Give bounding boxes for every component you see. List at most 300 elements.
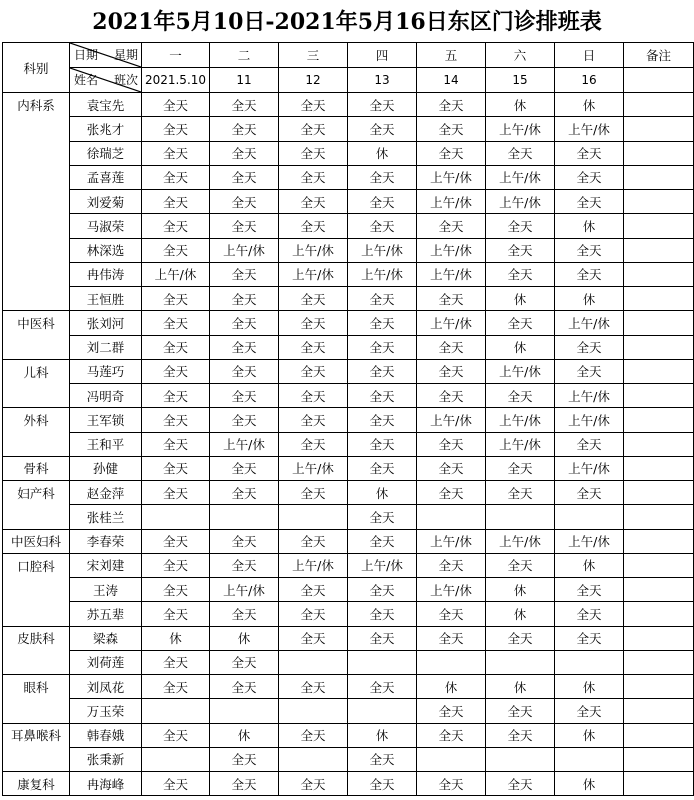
dept-cell: 康复科 [3,772,70,796]
shift-cell: 全天 [142,553,210,577]
shift-cell: 全天 [486,141,555,165]
dept-header: 科别 [3,43,70,93]
dept-cell [3,505,70,529]
remark-cell [624,384,694,408]
shift-cell: 全天 [417,553,486,577]
shift-cell: 全天 [417,335,486,359]
shift-cell: 上午/休 [348,553,417,577]
dept-cell: 眼科 [3,675,70,699]
remark-cell [624,238,694,262]
shift-cell [279,699,348,723]
shift-cell: 全天 [210,408,279,432]
weekday-cell: 六 [486,43,555,68]
remark-cell [624,675,694,699]
shift-cell: 上午/休 [486,359,555,383]
shift-cell: 全天 [142,384,210,408]
dept-cell [3,335,70,359]
weekday-cell: 五 [417,43,486,68]
shift-cell: 休 [486,93,555,117]
shift-cell: 全天 [142,165,210,189]
dept-cell: 骨科 [3,456,70,480]
table-row [3,772,694,796]
shift-cell: 全天 [142,578,210,602]
remark-cell [624,772,694,796]
shift-cell: 全天 [555,481,624,505]
shift-cell: 休 [348,481,417,505]
remark-cell [624,335,694,359]
table-row [3,287,694,311]
shift-cell: 全天 [210,165,279,189]
shift-cell: 上午/休 [555,408,624,432]
date-week-corner [70,43,142,68]
doctor-name: 张秉新 [70,747,142,771]
shift-cell: 全天 [142,141,210,165]
remark-cell [624,262,694,286]
dept-cell [3,747,70,771]
shift-cell: 上午/休 [279,456,348,480]
shift-cell: 全天 [210,287,279,311]
shift-cell [142,699,210,723]
doctor-name: 孙健 [70,456,142,480]
shift-cell [279,747,348,771]
doctor-name: 冉伟涛 [70,262,142,286]
shift-cell: 全天 [555,626,624,650]
schedule-table [2,42,694,796]
shift-cell: 全天 [142,335,210,359]
shift-cell: 全天 [279,481,348,505]
shift-cell: 休 [486,335,555,359]
shift-cell: 全天 [279,311,348,335]
shift-cell: 全天 [279,432,348,456]
remark-header: 备注 [624,43,694,68]
doctor-name: 刘凤花 [70,675,142,699]
shift-cell [555,505,624,529]
shift-cell [486,505,555,529]
shift-cell: 休 [486,675,555,699]
shift-cell: 全天 [417,456,486,480]
shift-cell: 全天 [348,602,417,626]
shift-cell: 全天 [142,675,210,699]
doctor-name: 冯明奇 [70,384,142,408]
shift-cell: 上午/休 [486,117,555,141]
shift-cell: 全天 [210,602,279,626]
table-row [3,408,694,432]
shift-cell: 上午/休 [417,190,486,214]
shift-cell: 全天 [142,93,210,117]
table-row [3,578,694,602]
doctor-name: 张刘河 [70,311,142,335]
doctor-name: 韩春娥 [70,723,142,747]
shift-cell: 休 [555,723,624,747]
shift-cell: 上午/休 [417,311,486,335]
shift-cell: 全天 [348,626,417,650]
date-cell: 13 [348,68,417,93]
dept-cell: 中医妇科 [3,529,70,553]
doctor-name: 王和平 [70,432,142,456]
shift-cell [417,747,486,771]
table-row [3,602,694,626]
remark-cell [624,456,694,480]
shift-cell: 全天 [417,359,486,383]
shift-cell [555,747,624,771]
shift-cell: 全天 [142,529,210,553]
table-row [3,432,694,456]
weekday-cell: 四 [348,43,417,68]
table-row [3,675,694,699]
remark-cell [624,190,694,214]
shift-cell: 全天 [555,165,624,189]
remark-cell [624,553,694,577]
shift-cell: 全天 [417,481,486,505]
shift-cell: 全天 [348,675,417,699]
remark-cell [624,117,694,141]
remark-cell [624,578,694,602]
shift-cell: 全天 [279,529,348,553]
shift-cell: 上午/休 [486,165,555,189]
doctor-name: 李春荣 [70,529,142,553]
shift-cell [417,505,486,529]
dept-cell [3,287,70,311]
shift-cell: 全天 [486,311,555,335]
weekday-cell: 三 [279,43,348,68]
shift-cell: 全天 [555,335,624,359]
shift-cell: 全天 [210,650,279,674]
shift-cell: 全天 [142,481,210,505]
shift-cell: 全天 [279,214,348,238]
shift-cell: 全天 [555,238,624,262]
table-row [3,335,694,359]
date-cell: 11 [210,68,279,93]
shift-cell: 全天 [486,214,555,238]
table-row [3,214,694,238]
shift-cell: 上午/休 [486,408,555,432]
shift-cell: 全天 [279,578,348,602]
shift-cell: 全天 [210,384,279,408]
shift-cell: 全天 [555,699,624,723]
shift-cell: 全天 [555,432,624,456]
shift-cell: 上午/休 [417,262,486,286]
shift-cell: 全天 [210,529,279,553]
shift-cell: 全天 [210,553,279,577]
dept-cell: 儿科 [3,359,70,383]
remark-cell [624,505,694,529]
shift-cell: 上午/休 [210,578,279,602]
doctor-name: 徐瑞芝 [70,141,142,165]
remark-cell [624,699,694,723]
shift-cell: 全天 [142,602,210,626]
shift-cell: 全天 [210,481,279,505]
shift-cell: 上午/休 [555,456,624,480]
table-row [3,190,694,214]
shift-cell [486,650,555,674]
remark-cell [624,602,694,626]
shift-cell: 全天 [348,287,417,311]
shift-cell: 上午/休 [279,262,348,286]
shift-cell: 全天 [210,675,279,699]
shift-cell [417,650,486,674]
shift-cell: 全天 [279,93,348,117]
shift-cell: 全天 [210,262,279,286]
shift-cell: 休 [417,675,486,699]
shift-cell [210,505,279,529]
shift-cell [142,505,210,529]
shift-cell [555,650,624,674]
shift-cell [486,747,555,771]
shift-cell: 全天 [279,772,348,796]
shift-cell: 全天 [142,214,210,238]
shift-cell: 休 [555,772,624,796]
doctor-name: 林深选 [70,238,142,262]
shift-cell: 上午/休 [555,529,624,553]
header-row-date [3,68,694,93]
doctor-name: 张兆才 [70,117,142,141]
shift-cell: 上午/休 [555,384,624,408]
table-row [3,626,694,650]
dept-cell [3,432,70,456]
table-row [3,311,694,335]
shift-cell: 全天 [348,214,417,238]
table-row [3,553,694,577]
shift-cell: 全天 [279,675,348,699]
table-row [3,481,694,505]
doctor-name: 万玉荣 [70,699,142,723]
shift-cell: 全天 [210,359,279,383]
shift-cell [142,747,210,771]
dept-cell [3,190,70,214]
shift-cell: 全天 [417,384,486,408]
doctor-name: 冉海峰 [70,772,142,796]
shift-cell: 全天 [210,311,279,335]
shift-cell: 上午/休 [486,529,555,553]
shift-cell: 全天 [279,359,348,383]
shift-cell: 全天 [142,650,210,674]
doctor-name: 刘爱菊 [70,190,142,214]
doctor-name: 宋刘建 [70,553,142,577]
shift-cell: 全天 [279,141,348,165]
shift-cell: 上午/休 [348,238,417,262]
dept-cell [3,141,70,165]
shift-cell: 全天 [210,772,279,796]
shift-cell: 全天 [142,287,210,311]
shift-cell: 休 [348,141,417,165]
shift-cell: 全天 [486,626,555,650]
doctor-name: 王涛 [70,578,142,602]
shift-cell: 上午/休 [417,165,486,189]
dept-cell: 耳鼻喉科 [3,723,70,747]
shift-cell: 休 [555,553,624,577]
table-row [3,699,694,723]
table-row [3,359,694,383]
shift-cell: 全天 [142,456,210,480]
shift-cell [348,699,417,723]
shift-cell [210,699,279,723]
shift-cell: 全天 [142,311,210,335]
remark-cell [624,408,694,432]
shift-cell: 全天 [555,190,624,214]
dept-cell [3,214,70,238]
shift-cell: 全天 [555,141,624,165]
table-row [3,165,694,189]
remark-cell [624,481,694,505]
shift-cell: 全天 [142,772,210,796]
table-row [3,384,694,408]
shift-cell: 上午/休 [417,238,486,262]
shift-cell: 全天 [348,384,417,408]
remark-cell [624,747,694,771]
shift-cell: 全天 [555,359,624,383]
shift-cell: 全天 [142,432,210,456]
shift-cell: 全天 [486,553,555,577]
shift-cell: 休 [348,723,417,747]
shift-cell: 全天 [210,456,279,480]
shift-cell: 全天 [279,287,348,311]
shift-cell: 休 [555,93,624,117]
date-label: 日期 [74,48,99,62]
table-row [3,141,694,165]
table-row [3,117,694,141]
doctor-name: 孟喜莲 [70,165,142,189]
shift-cell: 休 [486,578,555,602]
shift-cell: 上午/休 [417,408,486,432]
shift-cell: 全天 [348,165,417,189]
shift-cell: 全天 [348,578,417,602]
table-row [3,747,694,771]
dept-cell: 口腔科 [3,553,70,577]
shift-cell: 全天 [210,190,279,214]
shift-cell: 全天 [486,772,555,796]
shift-cell: 全天 [210,335,279,359]
shift-cell: 全天 [348,529,417,553]
shift-cell: 全天 [417,699,486,723]
table-row [3,723,694,747]
shift-cell: 全天 [348,456,417,480]
dept-cell: 外科 [3,408,70,432]
shift-cell: 全天 [417,93,486,117]
shift-cell: 全天 [348,408,417,432]
shift-cell: 全天 [279,117,348,141]
remark-cell [624,529,694,553]
shift-cell: 全天 [417,602,486,626]
shift-cell [279,650,348,674]
shift-cell: 全天 [279,384,348,408]
doctor-name: 赵金萍 [70,481,142,505]
remark-cell [624,650,694,674]
doctor-name: 袁宝先 [70,93,142,117]
remark-cell [624,68,694,93]
shift-cell: 全天 [348,117,417,141]
shift-cell: 全天 [417,723,486,747]
table-row [3,650,694,674]
remark-cell [624,432,694,456]
shift-cell: 全天 [486,384,555,408]
shift-cell: 全天 [210,117,279,141]
shift-cell: 全天 [348,335,417,359]
shift-cell: 全天 [279,408,348,432]
table-row [3,238,694,262]
date-cell: 15 [486,68,555,93]
name-label: 姓名 [74,73,99,87]
dept-cell [3,699,70,723]
shift-cell: 全天 [210,93,279,117]
shift-cell: 全天 [142,359,210,383]
shift-cell: 全天 [417,214,486,238]
table-row [3,505,694,529]
doctor-name: 王军锁 [70,408,142,432]
remark-cell [624,723,694,747]
shift-cell: 全天 [486,699,555,723]
shift-cell: 全天 [279,626,348,650]
date-cell: 2021.5.10 [142,68,210,93]
shift-cell: 全天 [279,335,348,359]
table-row [3,93,694,117]
weekday-cell: 二 [210,43,279,68]
shift-cell: 全天 [279,602,348,626]
date-cell: 16 [555,68,624,93]
shift-cell: 全天 [279,190,348,214]
shift-cell: 全天 [486,238,555,262]
shift-cell: 全天 [486,456,555,480]
shift-cell: 全天 [348,772,417,796]
shift-cell: 全天 [417,772,486,796]
dept-cell [3,262,70,286]
shift-cell: 休 [142,626,210,650]
shift-cell: 全天 [142,408,210,432]
shift-cell: 全天 [555,602,624,626]
date-cell: 12 [279,68,348,93]
remark-cell [624,141,694,165]
shift-cell [348,650,417,674]
dept-cell: 皮肤科 [3,626,70,650]
shift-cell: 全天 [486,723,555,747]
week-label: 星期 [113,48,138,62]
shift-cell: 休 [555,675,624,699]
shift-cell: 全天 [142,238,210,262]
dept-cell [3,384,70,408]
shift-cell: 全天 [348,190,417,214]
shift-cell: 全天 [348,311,417,335]
shift-cell: 全天 [555,262,624,286]
shift-cell: 上午/休 [486,432,555,456]
dept-cell [3,117,70,141]
shift-cell: 上午/休 [348,262,417,286]
table-row [3,262,694,286]
shift-cell: 全天 [417,432,486,456]
remark-cell [624,359,694,383]
shift-cell: 上午/休 [555,117,624,141]
doctor-name: 王恒胜 [70,287,142,311]
shift-cell: 全天 [210,747,279,771]
shift-cell: 上午/休 [417,578,486,602]
shift-cell: 全天 [142,723,210,747]
shift-cell: 全天 [210,214,279,238]
shift-cell: 上午/休 [279,553,348,577]
dept-cell [3,578,70,602]
table-row [3,456,694,480]
shift-label: 班次 [113,73,138,87]
shift-cell: 全天 [142,190,210,214]
dept-cell: 中医科 [3,311,70,335]
shift-cell: 全天 [348,93,417,117]
remark-cell [624,165,694,189]
shift-cell: 休 [210,626,279,650]
weekday-cell: 日 [555,43,624,68]
dept-cell [3,650,70,674]
dept-cell: 内科系 [3,93,70,117]
shift-cell: 全天 [348,432,417,456]
name-shift-corner [70,68,142,93]
header-row-weekday [3,43,694,68]
dept-cell [3,165,70,189]
